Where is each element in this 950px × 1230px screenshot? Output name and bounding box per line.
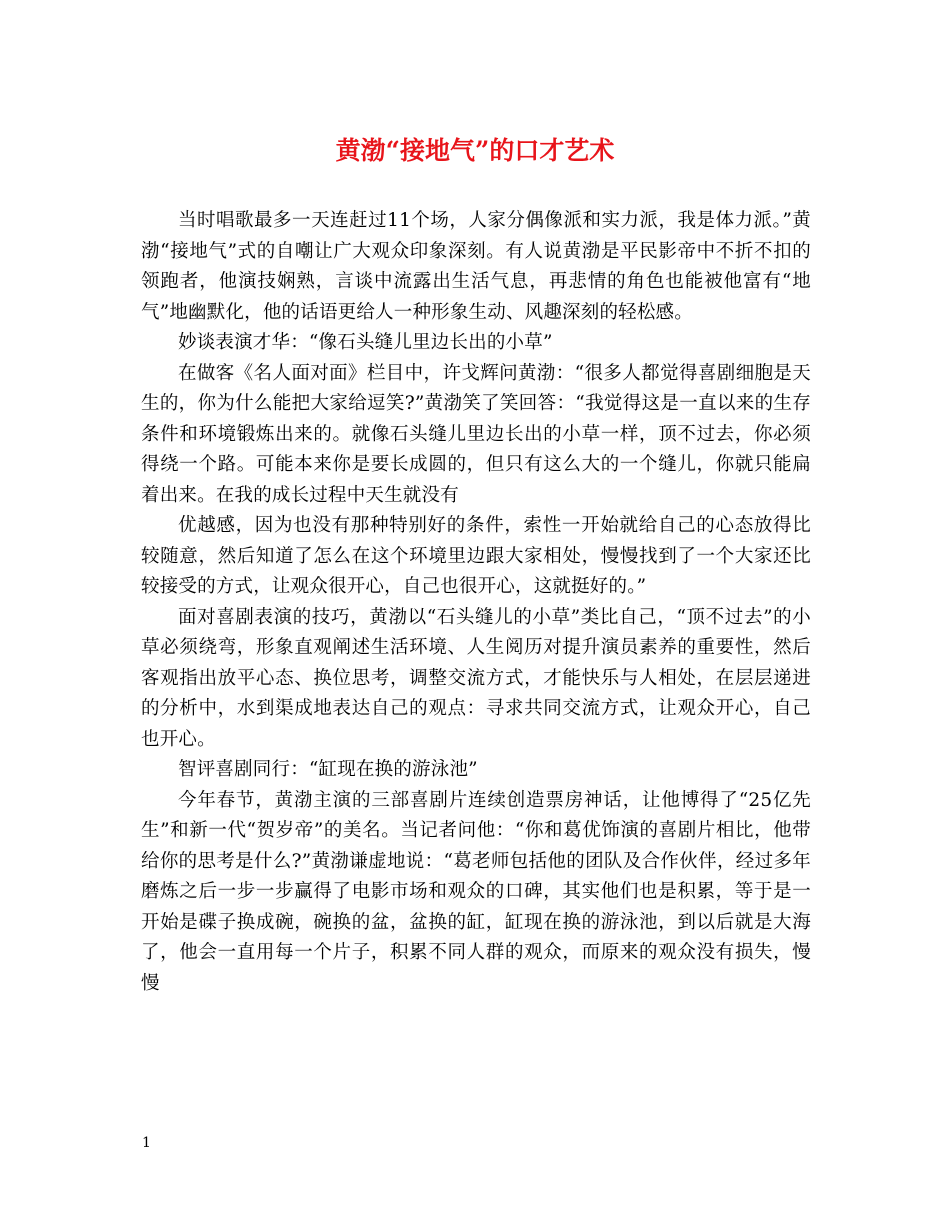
paragraph-intro: 当时唱歌最多一天连赶过11个场，人家分偶像派和实力派，我是体力派。”黄渤“接地气”式的自嘲让广大观众印象深刻。有人说黄渤是平民影帝中不折不扣的领跑者，他演技娴熟，言谈中流露出生活气息，再悲情的角色也能被他富有“地气”地幽默化，他的话语更给人一种形象生动、风趣深刻的轻松感。 bbox=[141, 210, 811, 323]
paragraph-interview-continued: 优越感，因为也没有那种特别好的条件，索性一开始就给自己的心态放得比较随意，然后知道了怎么在这个环境里边跟大家相处，慢慢找到了一个大家还比较接受的方式，让观众很开心，自己也很开心，这就挺好的。” bbox=[141, 515, 811, 597]
section-heading-peers: 智评喜剧同行：“缸现在换的游泳池” bbox=[178, 759, 478, 780]
page-number: 1 bbox=[142, 1135, 151, 1151]
paragraph-interview: 在做客《名人面对面》栏目中，许戈辉问黄渤：“很多人都觉得喜剧细胞是天生的，你为什么能把大家给逗笑?”黄渤笑了笑回答：“我觉得这是一直以来的生存条件和环境锻炼出来的。就像石头缝儿里边长出的小草一样，顶不过去，你必须得绕一个路。可能本来你是要长成圆的，但只有这么大的一个缝儿，你就只能扁着出来。在我的成长过程中天生就没有 bbox=[141, 362, 811, 506]
paragraph-spring-festival: 今年春节，黄渤主演的三部喜剧片连续创造票房神话，让他博得了“25亿先生”和新一代“贺岁帝”的美名。当记者问他：“你和葛优饰演的喜剧片相比，他带给你的思考是什么?”黄渤谦虚地说：“葛老师包括他的团队及合作伙伴，经过多年磨炼之后一步一步赢得了电影市场和观众的口碑，其实他们也是积累，等于是一开始是碟子换成碗，碗换的盆，盆换的缸，缸现在换的游泳池，到以后就是大海了，他会一直用每一个片子，积累不同人群的观众，而原来的观众没有损失，慢慢 bbox=[141, 789, 811, 994]
document-body bbox=[141, 206, 811, 999]
document-title: 黄渤“接地气”的口才艺术 bbox=[335, 136, 615, 165]
section-heading-performance: 妙谈表演才华：“像石头缝儿里边长出的小草” bbox=[178, 332, 553, 353]
paragraph-analysis: 面对喜剧表演的技巧，黄渤以“石头缝儿的小草”类比自己，“顶不过去”的小草必须绕弯，形象直观阐述生活环境、人生阅历对提升演员素养的重要性，然后客观指出放平心态、换位思考，调整交流方式，才能快乐与人相处，在层层递进的分析中，水到渠成地表达自己的观点：寻求共同交流方式，让观众开心，自己也开心。 bbox=[141, 606, 811, 750]
